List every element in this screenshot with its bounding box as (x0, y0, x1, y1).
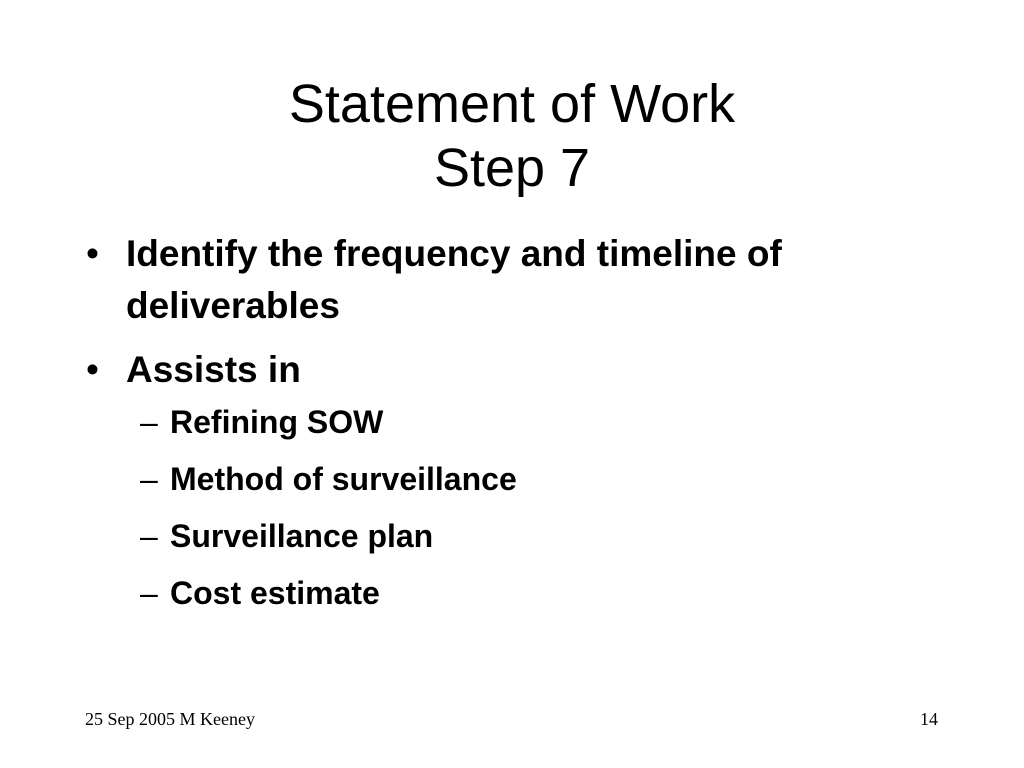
sub-bullet-text: Method of surveillance (170, 461, 517, 497)
slide-title-line-2: Step 7 (433, 138, 591, 198)
sub-bullet-marker: – (140, 404, 158, 440)
footer-date-author: 25 Sep 2005 M Keeney (85, 709, 255, 729)
sub-bullet-marker: – (140, 518, 158, 554)
slide-title (0, 72, 1024, 200)
bullet-marker: • (86, 349, 99, 390)
slide-body (84, 228, 964, 628)
bullet-text: Assists in (126, 349, 301, 390)
sub-bullet-item (84, 514, 964, 558)
sub-bullet-marker: – (140, 575, 158, 611)
sub-bullet-list (84, 400, 964, 615)
sub-bullet-item (84, 457, 964, 501)
sub-bullet-marker: – (140, 461, 158, 497)
bullet-item (84, 344, 964, 396)
bullet-item (84, 228, 964, 332)
slide-number: 14 (920, 709, 938, 729)
bullet-marker: • (86, 233, 99, 274)
sub-bullet-text: Cost estimate (170, 575, 380, 611)
bullet-text: Identify the frequency and timeline of deliverables (126, 233, 782, 326)
sub-bullet-text: Surveillance plan (170, 518, 434, 554)
sub-bullet-item (84, 400, 964, 444)
sub-bullet-item (84, 571, 964, 615)
slide-title-line-1: Statement of Work (288, 74, 736, 134)
sub-bullet-text: Refining SOW (170, 404, 384, 440)
